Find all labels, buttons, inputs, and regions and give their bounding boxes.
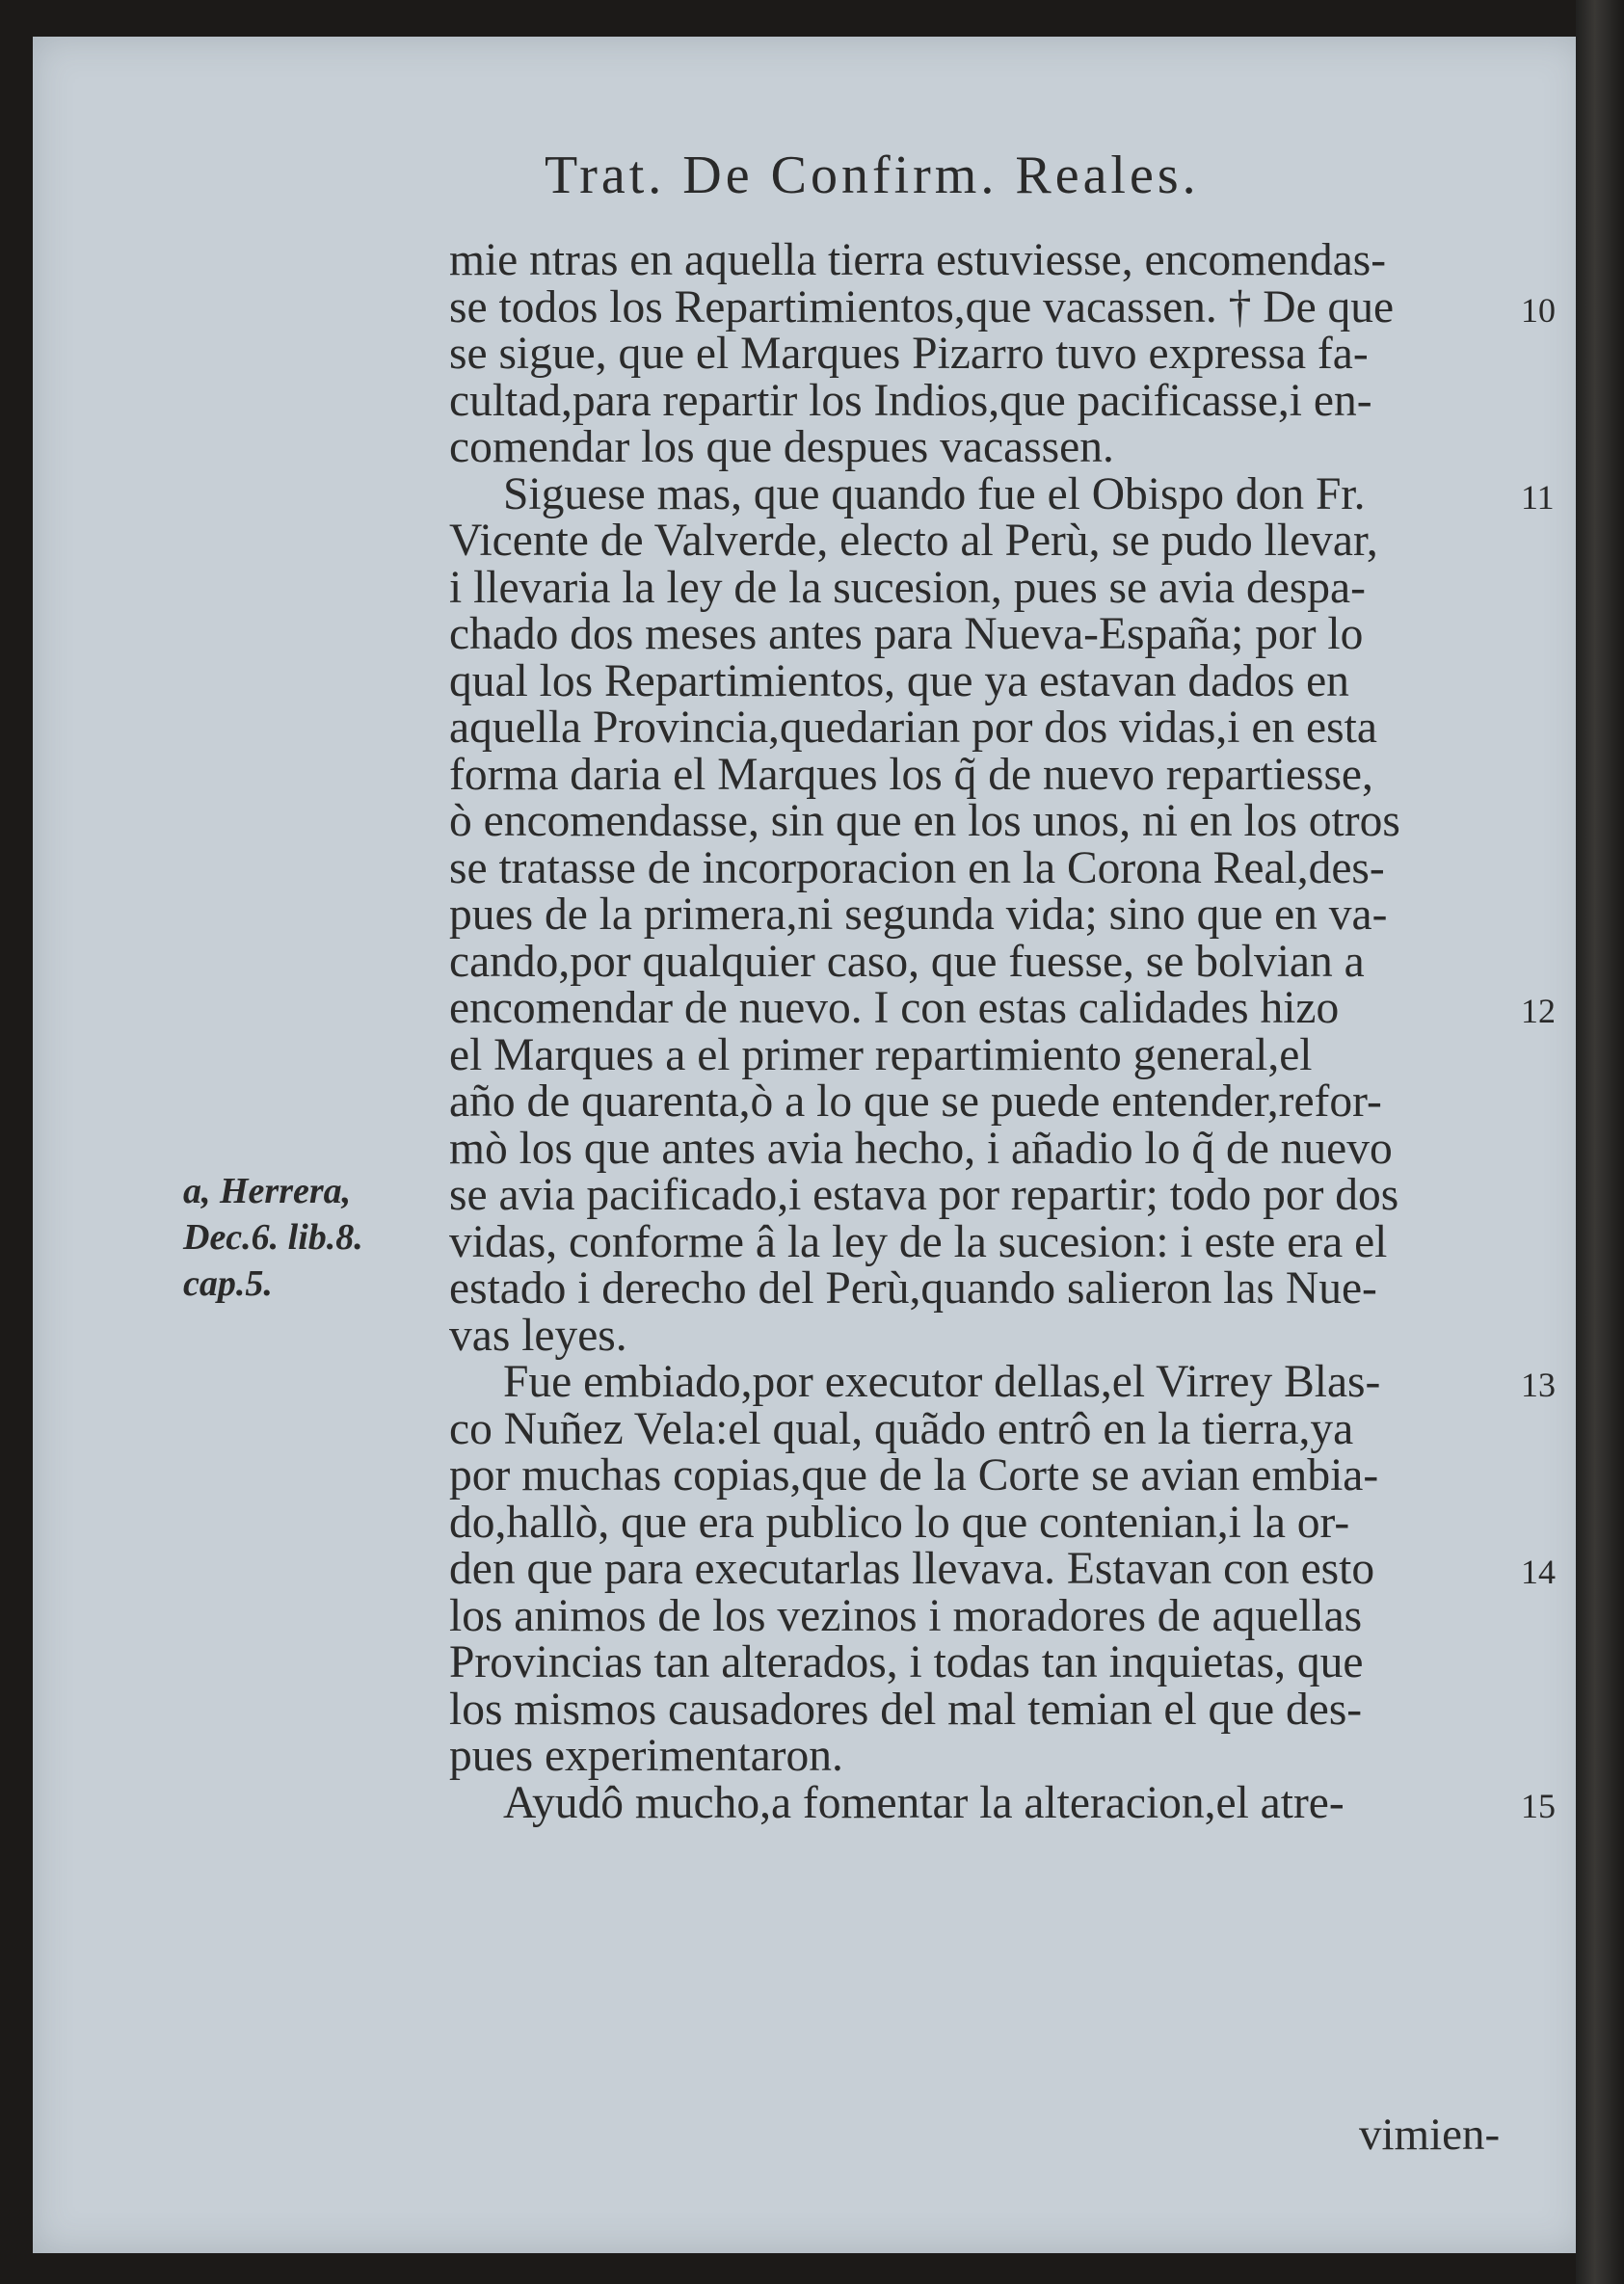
text-line: i llevaria la ley de la sucesion, pues se avia despa-	[449, 562, 1366, 613]
margin-number: 14	[1521, 1553, 1556, 1591]
marginal-citation	[183, 1168, 443, 1307]
margin-number: 10	[1521, 290, 1556, 330]
text-line: vidas, conforme â la ley de la sucesion: i este era el	[449, 1216, 1388, 1267]
text-line: do,hallò, que era publico lo que contenian,i la or-	[449, 1497, 1350, 1548]
text-line: los animos de los vezinos i moradores de aquellas	[449, 1590, 1363, 1641]
text-line: ò encomendasse, sin que en los unos, ni en los otros	[449, 796, 1400, 846]
book-spine	[1576, 0, 1624, 2284]
text-line: pues de la primera,ni segunda vida; sino que en va-	[449, 890, 1388, 940]
text-line: chado dos meses antes para Nueva-España; por lo	[449, 609, 1364, 659]
running-header: Trat. De Confirm. Reales.	[545, 146, 1200, 205]
marginal-citation-line: cap.5.	[183, 1263, 273, 1304]
text-line: vas leyes.	[449, 1310, 627, 1361]
text-line: encomendar de nuevo. I con estas calidades hizo	[449, 983, 1340, 1033]
text-line: los mismos causadores del mal temian el que des-	[449, 1684, 1363, 1735]
text-line: den que para executarlas llevava. Estavan con esto	[449, 1544, 1375, 1594]
catchword: vimien-	[1359, 2110, 1501, 2160]
text-line: el Marques a el primer repartimiento general,el	[449, 1029, 1313, 1080]
text-line: se tratasse de incorporacion en la Corona Real,des-	[449, 842, 1385, 893]
margin-number: 13	[1521, 1366, 1556, 1404]
margin-number: 11	[1521, 477, 1555, 517]
text-line: pues experimentaron.	[449, 1731, 843, 1781]
text-line: mò los que antes avia hecho, i añadio lo q̃ de nuevo	[449, 1123, 1393, 1174]
marginal-citation-line: a, Herrera,	[183, 1171, 352, 1211]
marginal-citation-line: Dec.6. lib.8.	[183, 1217, 363, 1258]
text-line: se sigue, que el Marques Pizarro tuvo expressa fa-	[449, 329, 1369, 379]
text-line: aquella Provincia,quedarian por dos vidas,i en esta	[449, 703, 1377, 753]
text-line: Siguese mas, que quando fue el Obispo don Fr.	[503, 468, 1366, 519]
margin-number: 12	[1521, 992, 1556, 1030]
text-line: qual los Repartimientos, que ya estavan dados en	[449, 655, 1349, 706]
text-line: mie ntras en aquella tierra estuviesse, encomendas-	[449, 235, 1387, 285]
text-line: se avia pacificado,i estava por repartir; todo por dos	[449, 1170, 1399, 1220]
text-line: se todos los Repartimientos,que vacassen. † De que	[449, 281, 1395, 332]
text-line: Vicente de Valverde, electo al Perù, se pudo llevar,	[449, 516, 1378, 566]
text-line: cando,por qualquier caso, que fuesse, se bolvian a	[449, 936, 1365, 987]
text-line: Ayudô mucho,a fomentar la alteracion,el atre-	[503, 1777, 1344, 1828]
text-line: año de quarenta,ò a lo que se puede entender,refor-	[449, 1076, 1382, 1127]
text-line: comendar los que despues vacassen.	[449, 422, 1114, 472]
text-line: por muchas copias,que de la Corte se avian embia-	[449, 1450, 1379, 1501]
text-line: Fue embiado,por executor dellas,el Virrey Blas-	[503, 1357, 1381, 1407]
text-line: cultad,para repartir los Indios,que pacificasse,i en-	[449, 375, 1372, 426]
text-line: Provincias tan alterados, i todas tan inquietas, que	[449, 1637, 1364, 1687]
margin-number: 15	[1521, 1786, 1556, 1825]
text-line: co Nuñez Vela:el qual, quãdo entrô en la tierra,ya	[449, 1403, 1354, 1454]
body-text	[449, 237, 1509, 1826]
text-line: estado i derecho del Perù,quando salieron las Nue-	[449, 1263, 1377, 1314]
text-line: forma daria el Marques los q̃ de nuevo repartiesse,	[449, 749, 1373, 800]
